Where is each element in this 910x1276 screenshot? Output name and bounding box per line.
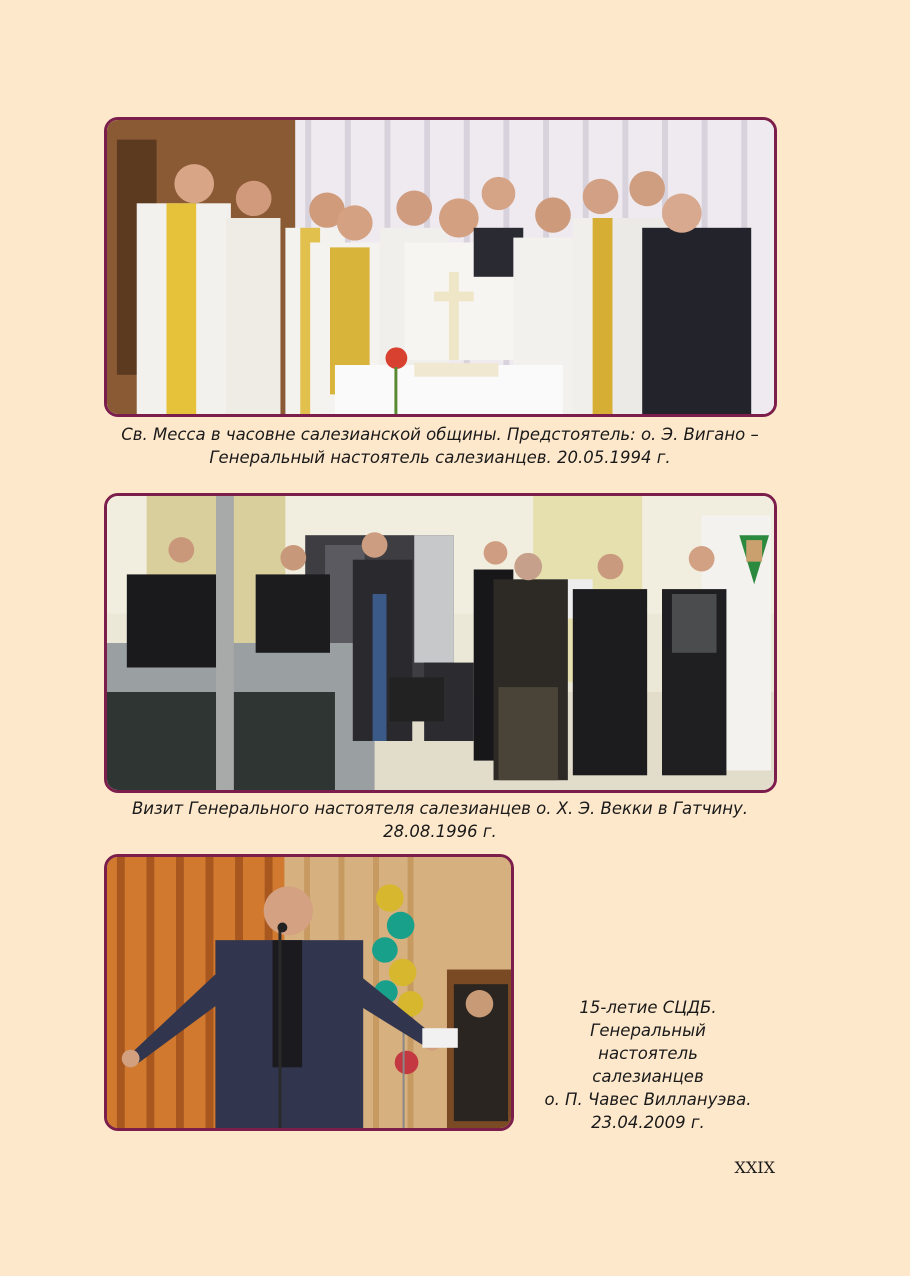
photo-visit-gatchina-caption [90,797,790,843]
caption-line: 15-летие СЦДБ. [579,998,717,1017]
photo-mass-chapel [104,117,777,417]
caption-line: Св. Месса в часовне салезианской общины. Предстоятель: о. Э. Вигано – [121,425,759,444]
caption-line: настоятель [598,1044,698,1063]
caption-line: о. П. Чавес Виллануэва. [544,1090,752,1109]
caption-line: Генеральный настоятель салезианцев. 20.05.1994 г. [209,448,671,467]
page-number: XXIX [734,1158,775,1177]
photo-visit-gatchina [104,493,777,793]
photo-anniversary-speech-caption [532,996,764,1134]
photo-mass-chapel-caption [90,423,790,469]
caption-line: Генеральный [590,1021,706,1040]
caption-line: Визит Генерального настоятеля салезианцев о. Х. Э. Векки в Гатчину. [131,799,749,818]
caption-line: 28.08.1996 г. [383,822,497,841]
caption-line: 23.04.2009 г. [591,1113,705,1132]
caption-line: салезианцев [592,1067,704,1086]
photo-anniversary-speech [104,854,514,1131]
